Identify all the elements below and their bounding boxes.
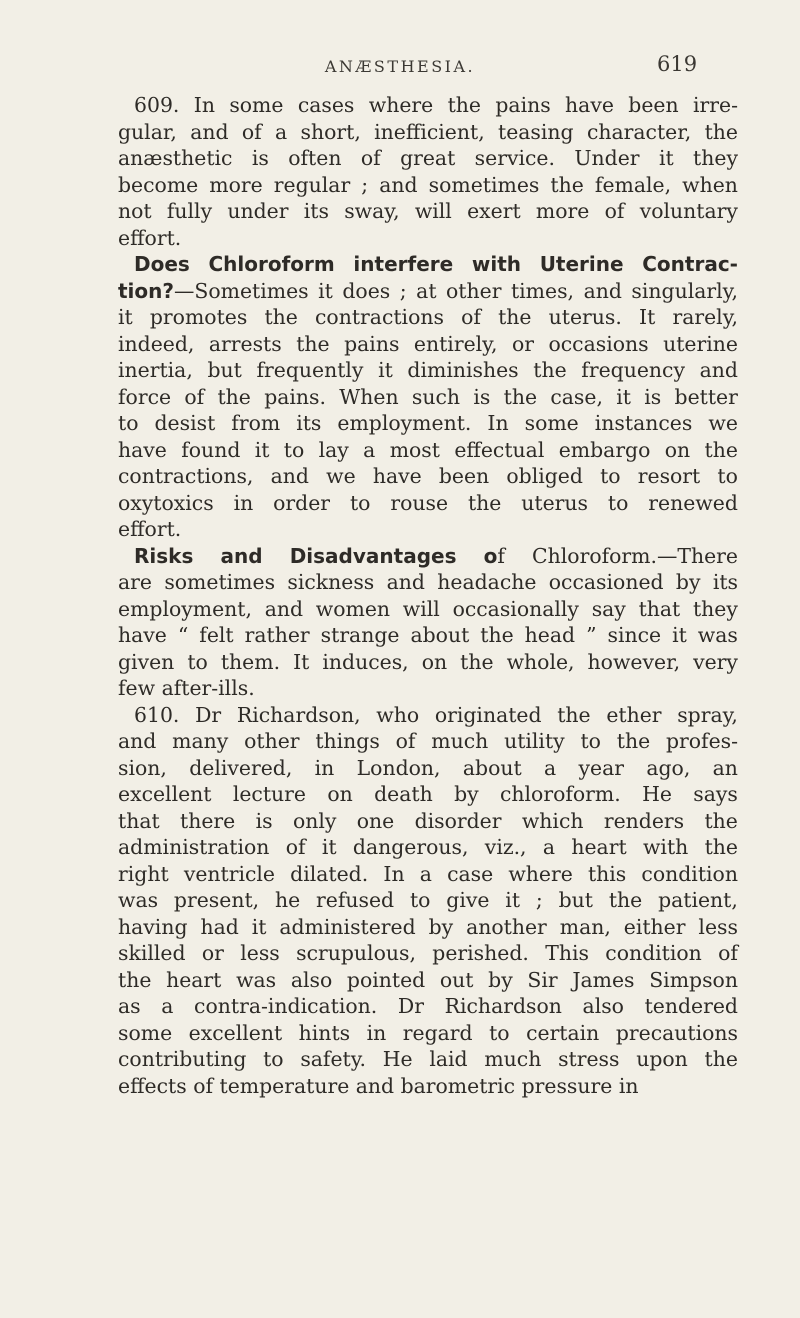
text-line: have “ felt rather strange about the head ” since it was: [118, 623, 738, 647]
text-line: effects of temperature and barometric pressure in: [118, 1073, 639, 1098]
text-line: Risks and Disadvantages of Chloroform.—There: [134, 543, 738, 568]
text-line: have found it to lay a most effectual embargo on the: [118, 437, 738, 462]
body-text: [118, 92, 738, 1099]
text-line: was present, he refused to give it ; but the patient,: [118, 888, 738, 912]
text-line: administration of it dangerous, viz., a heart with the: [118, 835, 738, 859]
text-line: anæsthetic is often of great service. Under it they: [118, 146, 738, 170]
page-number: 619: [657, 52, 698, 76]
text-line: 609. In some cases where the pains have been irre-: [134, 93, 738, 117]
text-line: indeed, arrests the pains entirely, or occasions uterine: [118, 331, 738, 356]
text-line: oxytoxics in order to rouse the uterus to renewed: [118, 490, 738, 515]
text-line: given to them. It induces, on the whole, however, very: [118, 649, 738, 674]
text-line: effort.: [118, 517, 182, 541]
text-line: force of the pains. When such is the case, it is better: [118, 384, 738, 409]
text-line: not fully under its sway, will exert more of voluntary: [118, 199, 738, 223]
text-line: excellent lecture on death by chloroform. He says: [118, 782, 738, 806]
text-line: employment, and women will occasionally say that they: [118, 596, 738, 621]
text-line: it promotes the contractions of the uterus. It rarely,: [118, 305, 738, 329]
text-line: having had it administered by another man, either less: [118, 914, 738, 939]
text-line: few after-ills.: [118, 676, 255, 700]
text-line: tion?—Sometimes it does ; at other times, and singularly,: [118, 278, 738, 303]
text-line: that there is only one disorder which renders the: [118, 808, 738, 833]
text-line: skilled or less scrupulous, perished. This condition of: [118, 941, 738, 965]
text-line: contractions, and we have been obliged to resort to: [118, 464, 738, 488]
text-line: the heart was also pointed out by Sir James Simpson: [118, 967, 738, 992]
text-line: Does Chloroform interfere with Uterine Contrac-: [134, 252, 738, 276]
text-line: right ventricle dilated. In a case where this condition: [118, 861, 738, 886]
text-line: as a contra-indication. Dr Richardson also tendered: [118, 994, 738, 1018]
text-line: some excellent hints in regard to certain precautions: [118, 1020, 738, 1045]
text-line: and many other things of much utility to the profes-: [118, 729, 738, 753]
text-line: gular, and of a short, inefficient, teasing character, the: [118, 119, 738, 144]
running-header: ANÆSTHESIA.: [324, 57, 476, 76]
text-line: effort.: [118, 225, 182, 250]
text-line: become more regular ; and sometimes the female, when: [118, 172, 738, 197]
text-line: contributing to safety. He laid much stress upon the: [118, 1047, 738, 1071]
text-line: inertia, but frequently it diminishes the frequency and: [118, 358, 738, 382]
text-line: sion, delivered, in London, about a year ago, an: [118, 755, 738, 780]
text-line: to desist from its employment. In some instances we: [118, 411, 738, 435]
text-line: 610. Dr Richardson, who originated the ether spray,: [134, 702, 738, 727]
text-line: are sometimes sickness and headache occasioned by its: [118, 570, 738, 594]
